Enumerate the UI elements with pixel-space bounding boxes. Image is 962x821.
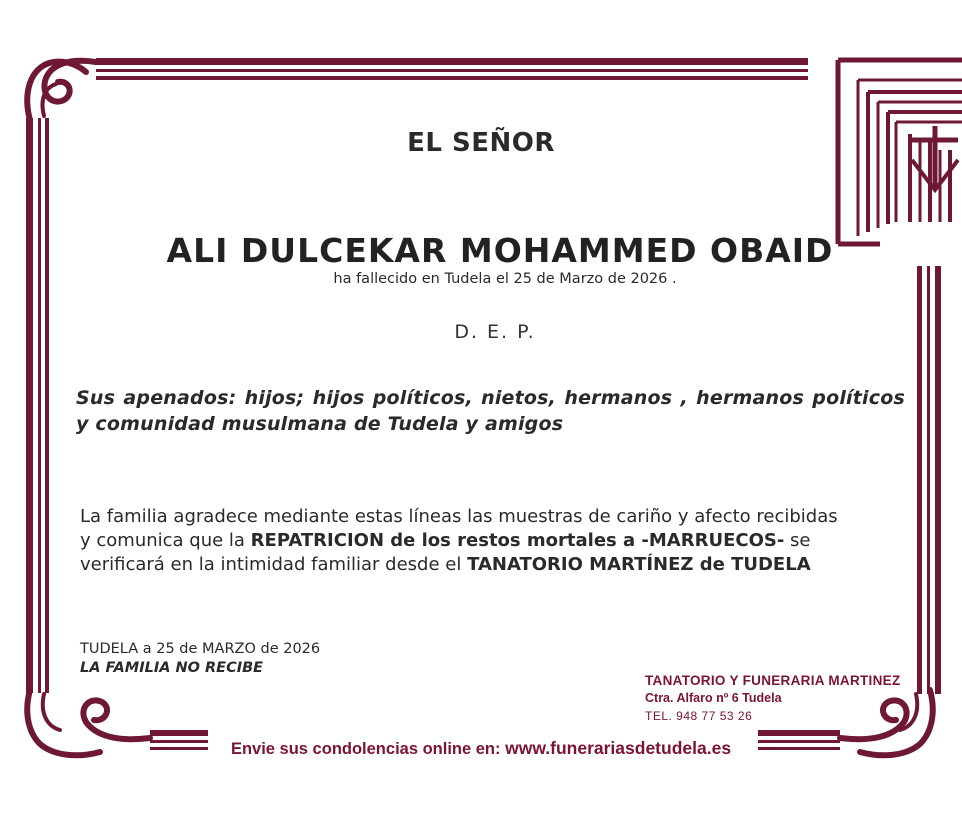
funeral-home-address: Ctra. Alfaro nº 6 Tudela <box>645 691 782 705</box>
thanks-line-1: La familia agradece mediante estas líneas las muestras de cariño y afecto recibidas <box>80 506 838 527</box>
thanks-line-2-end: se <box>784 530 811 551</box>
website-link[interactable]: www.funerariasdetudela.es <box>505 738 732 758</box>
funeral-home-name: TANATORIO Y FUNERARIA MARTINEZ <box>645 673 901 688</box>
deceased-name: ALI DULCEKAR MOHAMMED OBAID <box>166 231 834 270</box>
dep-inscription: D. E. P. <box>454 321 536 343</box>
thanks-line-2 <box>80 529 910 553</box>
tanatorio-name: TANATORIO MARTÍNEZ de TUDELA <box>467 554 811 575</box>
thanks-line-3-start: verificará en la intimidad familiar desde el <box>80 554 468 575</box>
online-condolences <box>0 738 962 759</box>
funeral-home-phone: TEL. 948 77 53 26 <box>645 709 753 723</box>
thanks-line-2-start: y comunica que la <box>80 530 251 551</box>
mourners-paragraph: Sus apenados: hijos; hijos políticos, nietos, hermanos , hermanos políticos y comunidad musulmana de Tudela y amigos <box>76 387 905 435</box>
online-condolences-prefix: Envie sus condolencias online en: <box>230 740 506 758</box>
family-thanks-paragraph <box>80 505 910 577</box>
title-el-senor: EL SEÑOR <box>407 128 555 158</box>
death-statement: ha fallecido en Tudela el 25 de Marzo de 2026 . <box>333 271 677 287</box>
corner-ornament-top-left <box>27 61 96 120</box>
repatriation-notice: REPATRICION de los restos mortales a -MARRUECOS- <box>250 530 785 551</box>
no-visits-notice: LA FAMILIA NO RECIBE <box>80 660 264 676</box>
thanks-line-3 <box>80 553 910 577</box>
place-date: TUDELA a 25 de MARZO de 2026 <box>80 641 321 657</box>
